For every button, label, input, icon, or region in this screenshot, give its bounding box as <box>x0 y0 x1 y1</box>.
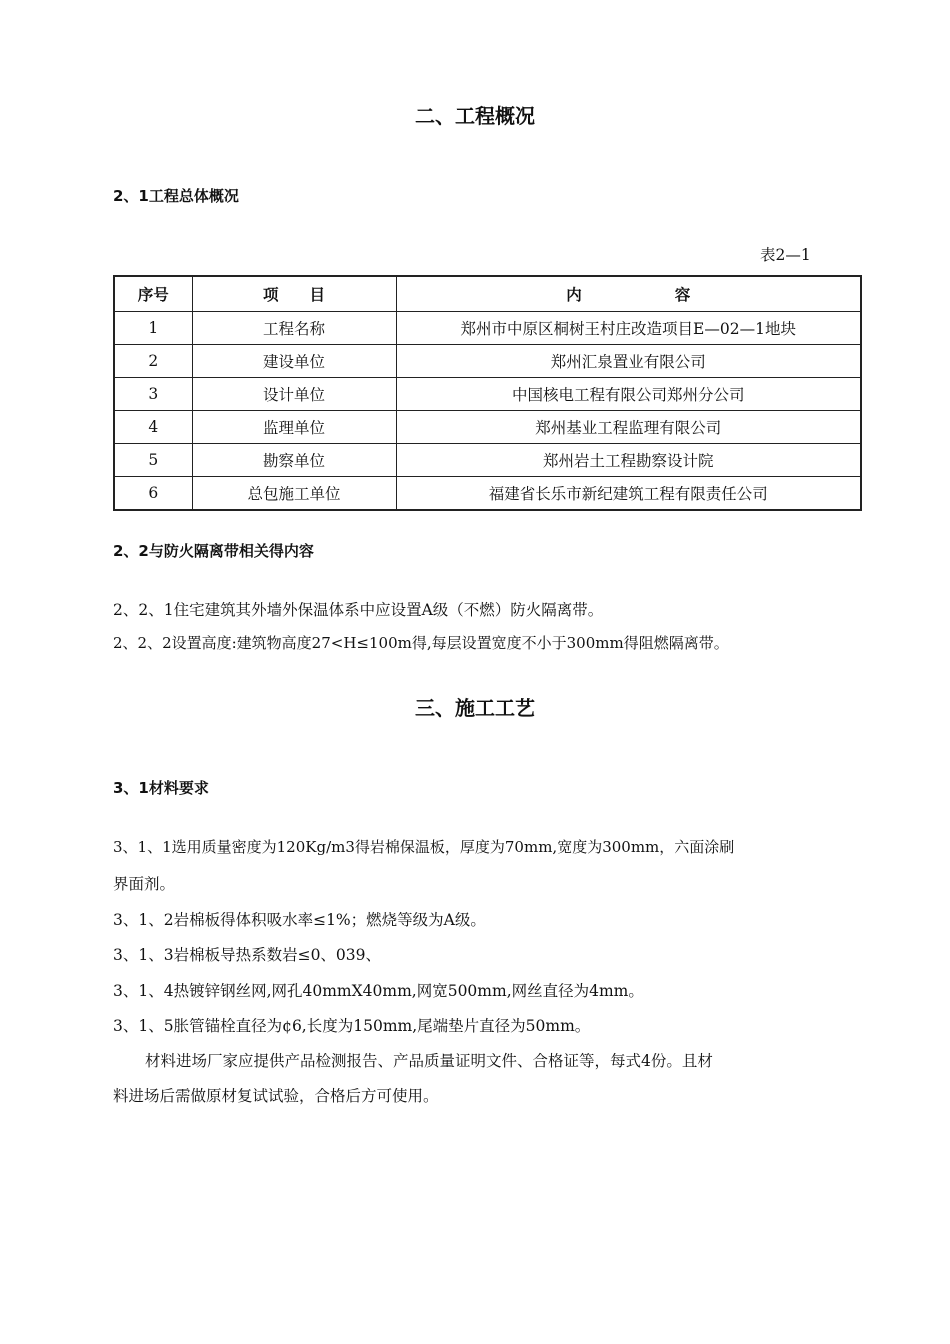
cell-content: 郑州市中原区桐树王村庄改造项目E—02—1地块 <box>396 312 861 345</box>
table-row <box>114 477 861 511</box>
table-header-row <box>114 276 861 312</box>
table-row <box>114 312 861 345</box>
table-row <box>114 345 861 378</box>
section-2-title: 二、工程概况 <box>415 104 535 128</box>
paragraph-3-1-1-line1: 3、1、1选用质量密度为120Kg/m3得岩棉保温板，厚度为70mm,宽度为300mm，六面涂刷 <box>113 838 735 856</box>
project-overview-table <box>113 275 862 511</box>
paragraph-2-2-2: 2、2、2设置高度:建筑物高度27<H≤100m得,每层设置宽度不小于300mm得阻燃隔离带。 <box>113 634 729 652</box>
cell-item: 监理单位 <box>192 411 396 444</box>
cell-item: 设计单位 <box>192 378 396 411</box>
table-row <box>114 378 861 411</box>
paragraph-3-1-2: 3、1、2岩棉板得体积吸水率≤1%；燃烧等级为A级。 <box>113 911 486 929</box>
closing-paragraph-line1: 材料进场厂家应提供产品检测报告、产品质量证明文件、合格证等，每式4份。且材 <box>145 1052 713 1070</box>
header-item: 项 目 <box>192 276 396 312</box>
subsection-3-1-heading: 3、1材料要求 <box>113 779 209 797</box>
section-3-title: 三、施工工艺 <box>415 696 535 720</box>
paragraph-2-2-1: 2、2、1住宅建筑其外墙外保温体系中应设置A级（不燃）防火隔离带。 <box>113 601 604 619</box>
cell-content: 郑州岩土工程勘察设计院 <box>396 444 861 477</box>
paragraph-3-1-5: 3、1、5胀管锚栓直径为¢6,长度为150mm,尾端垫片直径为50mm。 <box>113 1017 591 1035</box>
cell-content: 郑州基业工程监理有限公司 <box>396 411 861 444</box>
cell-index: 4 <box>114 411 192 444</box>
closing-paragraph-line2: 料进场后需做原材复试试验，合格后方可使用。 <box>113 1087 439 1105</box>
subsection-2-1-heading: 2、1工程总体概况 <box>113 187 239 205</box>
cell-index: 5 <box>114 444 192 477</box>
cell-content: 福建省长乐市新纪建筑工程有限责任公司 <box>396 477 861 511</box>
cell-index: 1 <box>114 312 192 345</box>
cell-content: 中国核电工程有限公司郑州分公司 <box>396 378 861 411</box>
cell-item: 勘察单位 <box>192 444 396 477</box>
cell-item: 工程名称 <box>192 312 396 345</box>
cell-index: 6 <box>114 477 192 511</box>
table-caption: 表2—1 <box>760 246 811 264</box>
cell-item: 总包施工单位 <box>192 477 396 511</box>
table-row <box>114 444 861 477</box>
cell-index: 2 <box>114 345 192 378</box>
cell-item: 建设单位 <box>192 345 396 378</box>
paragraph-3-1-3: 3、1、3岩棉板导热系数岩≤0、039、 <box>113 946 382 964</box>
cell-index: 3 <box>114 378 192 411</box>
header-content: 内 容 <box>396 276 861 312</box>
cell-content: 郑州汇泉置业有限公司 <box>396 345 861 378</box>
paragraph-3-1-1-line2: 界面剂。 <box>113 875 176 893</box>
paragraph-3-1-4: 3、1、4热镀锌钢丝网,网孔40mmX40mm,网宽500mm,网丝直径为4mm。 <box>113 982 644 1000</box>
table-row <box>114 411 861 444</box>
subsection-2-2-heading: 2、2与防火隔离带相关得内容 <box>113 542 314 560</box>
header-index: 序号 <box>114 276 192 312</box>
